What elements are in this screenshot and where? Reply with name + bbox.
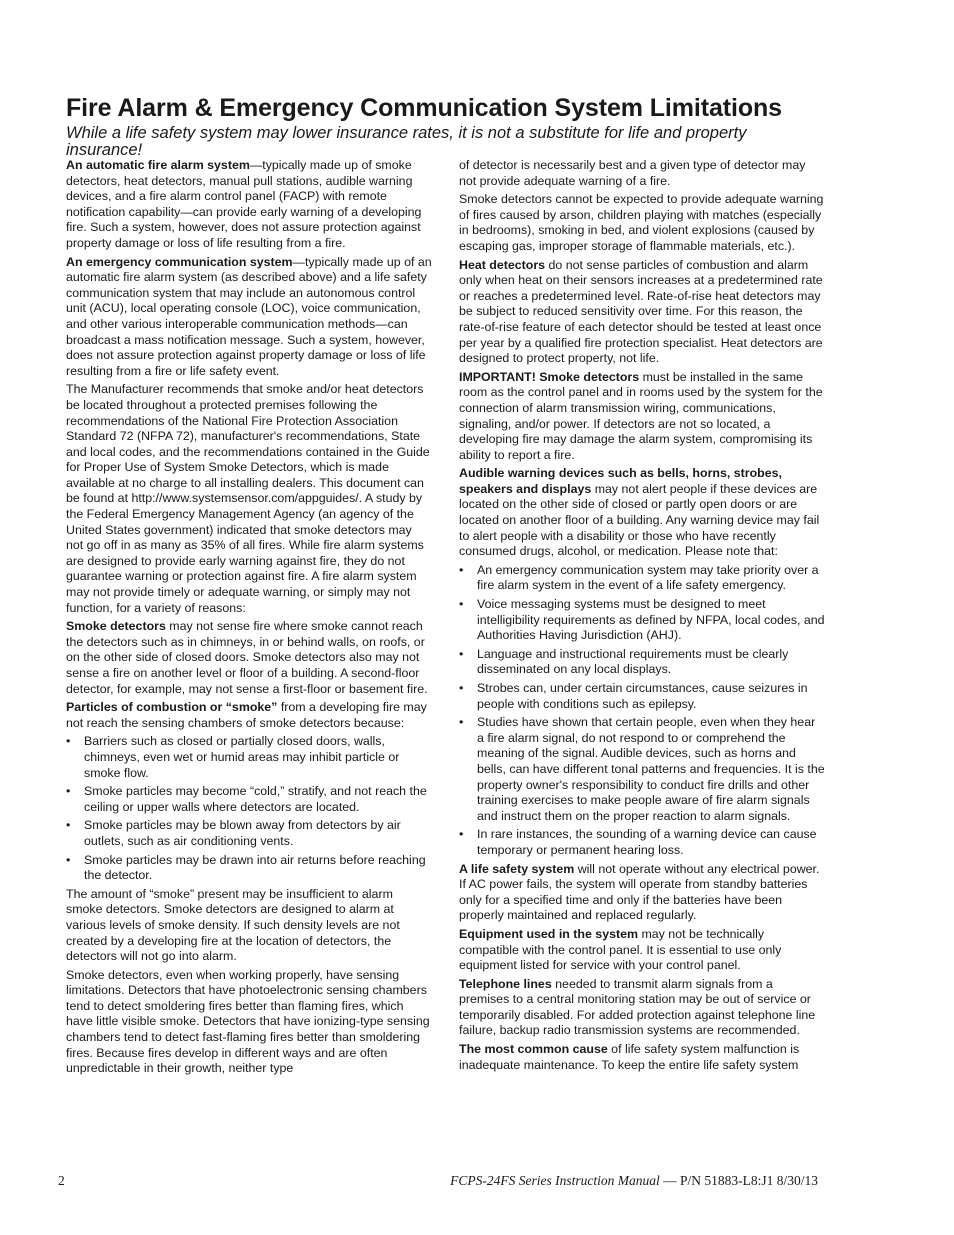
- paragraph-emergency-communication: An emergency communication system—typically made up of an automatic fire alarm system (as described above) and a life safety communication system that may include an autonomous control unit (ACU), local operating console (LOC), voice communication, and other various interoperable communication methods—can broadcast a mass notification message. Such a system, however, does not assure protection against property damage or loss of life resulting from a fire or life safety event.: [66, 254, 432, 378]
- list-item: • Language and instructional requirements must be clearly disseminated on any local displays.: [459, 647, 825, 678]
- page-header: [66, 93, 836, 159]
- list-item: • An emergency communication system may take priority over a fire alarm system in the event of a life safety emergency.: [459, 563, 825, 594]
- paragraph-smoke-detectors: Smoke detectors may not sense fire where smoke cannot reach the detectors such as in chimneys, in or behind walls, on roofs, or on the other side of closed doors. Smoke detectors also may not sense a fire on another level or floor of a building. A second-floor detector, for example, may not sense a first-floor or basement fire.: [66, 619, 428, 696]
- manual-reference: FCPS-24FS Series Instruction Manual — P/N 51883-L8:J1 8/30/13: [450, 1173, 818, 1188]
- paragraph-life-safety-system: A life safety system will not operate without any electrical power. If AC power fails, the system will operate from standby batteries only for a specified time and only if the batteries have been properly maintained and replaced regularly.: [459, 861, 820, 923]
- paragraph-manufacturer-recommends: The Manufacturer recommends that smoke and/or heat detectors be located throughout a protected premises following the recommendations of the National Fire Protection Association Standard 72 (NFPA 72), manufacturer's recommendations, State and local codes, and the recommendations contained in the Guide for Proper Use of System Smoke Detectors, which is made available at no charge to all installing dealers. This document can be found at http://www.systemsensor.com/appguides/. A study by the Federal Emergency Management Agency (an agency of the United States government) indicated that smoke detectors may not go off in as many as 35% of all fires. While fire alarm systems are designed to provide early warning against fire, they do not guarantee warning or protection against fire. A fire alarm system may not provide timely or adequate warning, or simply may not function, for a variety of reasons:: [66, 382, 430, 615]
- list-item: • Barriers such as closed or partially closed doors, walls, chimneys, even wet or humid areas may inhibit particle or smoke flow.: [66, 734, 432, 781]
- paragraph-arson: Smoke detectors cannot be expected to provide adequate warning of fires caused by arson, children playing with matches (especially in bedrooms), smoking in bed, and violent explosions (caused by escaping gas, improper storage of flammable materials, etc.).: [459, 192, 824, 253]
- page-title: Fire Alarm & Emergency Communication System Limitations: [66, 94, 782, 122]
- list-item: • Smoke particles may become “cold,” stratify, and not reach the ceiling or upper walls where detectors are located.: [66, 784, 432, 815]
- paragraph-important: IMPORTANT! Smoke detectors must be installed in the same room as the control panel and in rooms used by the system for the connection of alarm transmission wiring, communications, signaling, and/or power. If detectors are not so located, a developing fire may damage the alarm system, compromising its ability to report a fire.: [459, 369, 823, 462]
- paragraph-smoke-amount: The amount of “smoke” present may be insufficient to alarm smoke detectors. Smoke detectors are designed to alarm at various levels of smoke density. If such density levels are not created by a developing fire at the location of detectors, the detectors will not go into alarm.: [66, 886, 400, 964]
- page-footer: [58, 1173, 818, 1191]
- paragraph-common-cause: The most common cause of life safety system malfunction is inadequate maintenance. To keep the entire life safety system: [459, 1042, 800, 1072]
- paragraph-audible-devices: Audible warning devices such as bells, horns, strobes, speakers and displays may not alert people if these devices are located on the other side of closed or partly open doors or are located on another floor of a building. Any warning device may fail to alert people with a disability or those who have recently consumed drugs, alcohol, or medication. Please note that:: [459, 466, 820, 559]
- list-item: • Smoke particles may be blown away from detectors by air outlets, such as air conditioning vents.: [66, 818, 432, 849]
- paragraph-particles: Particles of combustion or “smoke” from a developing fire may not reach the sensing chambers of smoke detectors because:: [66, 700, 427, 730]
- right-column: [459, 158, 825, 1076]
- paragraph-detector-continued: of detector is necessarily best and a given type of detector may not provide adequate warning of a fire.: [459, 158, 806, 188]
- list-item: • In rare instances, the sounding of a warning device can cause temporary or permanent hearing loss.: [459, 827, 825, 858]
- bullet-list-smoke: [66, 734, 432, 883]
- list-item: • Strobes can, under certain circumstances, cause seizures in people with conditions such as epilepsy.: [459, 681, 825, 712]
- paragraph-equipment: Equipment used in the system may not be technically compatible with the control panel. It is essential to use only equipment listed for service with your control panel.: [459, 926, 782, 973]
- bullet-list-audible: [459, 563, 825, 859]
- list-item: • Studies have shown that certain people, even when they hear a fire alarm signal, do not respond to or comprehend the meaning of the signal. Audible devices, such as horns and bells, can have different tonal patterns and frequencies. It is the property owner's responsibility to conduct fire drills and other training exercises to make people aware of fire alarm signals and instruct them on the proper reaction to alarm signals.: [459, 715, 825, 824]
- list-item: • Smoke particles may be drawn into air returns before reaching the detector.: [66, 853, 432, 884]
- paragraph-heat-detectors: Heat detectors do not sense particles of combustion and alarm only when heat on their sensors increases at a predetermined rate or reaches a predetermined level. Rate-of-rise heat detectors may be subject to reduced sensitivity over time. For this reason, the rate-of-rise feature of each detector should be tested at least once per year by a qualified fire protection specialist. Heat detectors are designed to protect property, not life.: [459, 257, 823, 366]
- paragraph-sensing-limitations: Smoke detectors, even when working properly, have sensing limitations. Detectors that have photoelectronic sensing chambers tend to detect smoldering fires better than flaming fires, which have little visible smoke. Detectors that have ionizing-type sensing chambers tend to detect fast-flaming fires better than smoldering fires. Because fires develop in different ways and are often unpredictable in their growth, neither type: [66, 967, 430, 1076]
- left-column: [66, 158, 432, 1080]
- paragraph-fire-alarm-system: An automatic fire alarm system—typically made up of smoke detectors, heat detectors, manual pull stations, audible warning devices, and a fire alarm control panel (FACP) with remote notification capability—can provide early warning of a developing fire. Such a system, however, does not assure protection against property damage or loss of life resulting from a fire.: [66, 158, 422, 250]
- body-columns: [66, 158, 836, 1173]
- page-number: 2: [58, 1173, 65, 1188]
- list-item: • Voice messaging systems must be designed to meet intelligibility requirements as defined by NFPA, local codes, and Authorities Having Jurisdiction (AHJ).: [459, 597, 825, 644]
- page-subtitle: While a life safety system may lower insurance rates, it is not a substitute for life and property insurance!: [66, 124, 747, 159]
- paragraph-telephone-lines: Telephone lines needed to transmit alarm signals from a premises to a central monitoring station may be out of service or temporarily disabled. For added protection against telephone line failure, backup radio transmission systems are recommended.: [459, 976, 816, 1038]
